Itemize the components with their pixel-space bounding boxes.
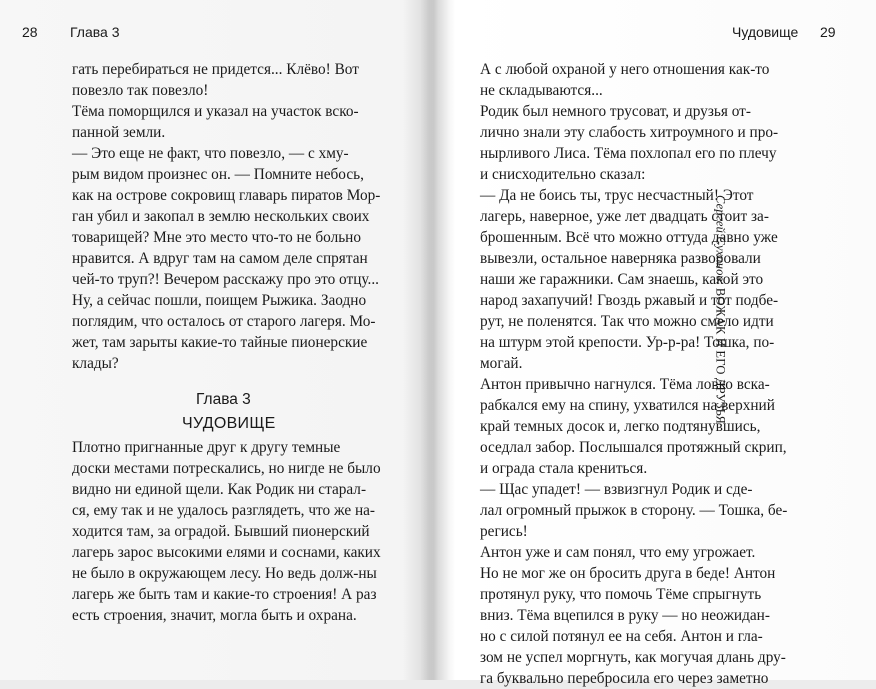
text-line: ходится там, за оградой. Бывший пионерский (72, 523, 370, 540)
text-line: Антон привычно нагнулся. Тёма ловко вска- (480, 376, 770, 393)
text-line: край темных досок и, легко подтянувшись, (480, 418, 761, 435)
text-line: Плотно пригнанные друг к другу темные (72, 439, 341, 456)
text-line: Ну, а сейчас пошли, поищем Рыжика. Заодно (72, 292, 367, 309)
text-line: но с силой потянул ее на себя. Антон и гла- (480, 628, 763, 645)
text-line: — Да не боись ты, трус несчастный! Этот (480, 187, 754, 204)
text-line: клады? (72, 355, 119, 372)
text-line: видно ни единой щели. Как Родик ни старал- (72, 481, 367, 498)
text-line: — Это еще не факт, что повезло, — с хму- (72, 145, 349, 162)
right-page-number: 29 (820, 24, 836, 40)
text-line: рабкался ему на спину, ухватился на верхний (480, 397, 775, 414)
text-line: гать перебираться не придется... Клёво! Вот (72, 61, 359, 78)
text-line: ся, ему так и не удалось разглядеть, что же на- (72, 502, 376, 519)
text-line: — Щас упадет! — взвизгнул Родик и сде- (480, 481, 753, 498)
text-line: Тёма поморщился и указал на участок вско- (72, 103, 359, 120)
chapter-number: Глава 3 (196, 391, 251, 408)
text-line: народ захапучий! Гвоздь ржавый и тот подбе- (480, 292, 779, 309)
text-line: товарищей? Мне это место что-то не больно (72, 229, 362, 246)
left-body-bottom (72, 437, 392, 626)
text-line: Родик был немного трусоват, и друзья от- (480, 103, 751, 120)
left-body-top (72, 59, 392, 374)
text-line: нырливого Лиса. Тёма похлопал его по плечу (480, 145, 777, 162)
text-line: лично знали эту слабость хитроумного и про- (480, 124, 779, 141)
text-line: как на острове сокровищ главарь пиратов Мор- (72, 187, 381, 204)
text-line: жет, там зарыты какие-то тайные пионерские (72, 334, 368, 351)
text-line: лал огромный прыжок в сторону. — Тошка, бе- (480, 502, 788, 519)
text-line: рут, не поленятся. Так что можно смело идти (480, 313, 774, 330)
text-line: нравится. А вдруг там на самом деле спрятан (72, 250, 368, 267)
right-body-text (480, 59, 814, 689)
chapter-title: ЧУДОВИЩЕ (182, 415, 276, 432)
right-page (446, 0, 876, 687)
text-line: Антон уже и сам понял, что ему угрожает. (480, 544, 756, 561)
left-page (0, 0, 430, 680)
text-line: и снисходительно сказал: (480, 166, 646, 183)
text-line: оседлал забор. Послышался протяжный скрип, (480, 439, 787, 456)
text-line: есть строения, значит, могла быть и охрана. (72, 607, 357, 624)
text-line: чей-то труп?! Вечером расскажу про это отцу... (72, 271, 379, 288)
text-line: регись! (480, 523, 528, 540)
text-line: протянул руку, что помочь Тёме спрыгнуть (480, 586, 762, 603)
text-line: зом не успел моргнуть, как могучая длань дру- (480, 649, 786, 666)
text-line: и ограда стала крениться. (480, 460, 648, 477)
text-line: Но не мог же он бросить друга в беде! Антон (480, 565, 776, 582)
text-line: лагерь зарос высокими елями и соснами, каких (72, 544, 381, 561)
text-line: панной земли. (72, 124, 166, 141)
text-line: вниз. Тёма вцепился в руку — но неожидан- (480, 607, 770, 624)
right-running-head: Чудовище (732, 24, 799, 40)
text-line: лагерь же быть там и какие-то строения! А раз (72, 586, 377, 603)
right-side-author: Сергей Сухинов. (713, 195, 728, 285)
text-line: лагерь, наверное, уже лет двадцать стоит за- (480, 208, 769, 225)
text-line: рым видом произнес он. — Помните небось, (72, 166, 364, 183)
text-line: вывезли, остальное наверняка разворовали (480, 250, 761, 267)
text-line: ган убил и закопал в землю нескольких своих (72, 208, 370, 225)
text-line: А с любой охраной у него отношения как-то (480, 61, 770, 78)
text-line: поглядим, что осталось от старого лагеря. Мо- (72, 313, 376, 330)
right-side-title: ВОЖАК И ЕГО ДРУЗЬЯ (713, 287, 728, 425)
left-running-head: Глава 3 (70, 24, 120, 40)
text-line: на штурм этой крепости. Ур-р-ра! Тошка, по- (480, 334, 775, 351)
text-line: могай. (480, 355, 523, 372)
text-line: наши же гаражники. Сам знаешь, какой это (480, 271, 764, 288)
left-body-text (72, 59, 392, 626)
text-line: доски местами потрескались, но нигде не было (72, 460, 381, 477)
left-page-number: 28 (22, 24, 38, 40)
text-line: не было в окружающем лесу. Но ведь долж-ны (72, 565, 377, 582)
text-line: не складываются... (480, 82, 603, 99)
text-line: брошенным. Всё что можно оттуда давно уже (480, 229, 778, 246)
text-line: повезло так повезло! (72, 82, 209, 99)
text-line: га буквально перебросила его через заметно (480, 670, 769, 687)
